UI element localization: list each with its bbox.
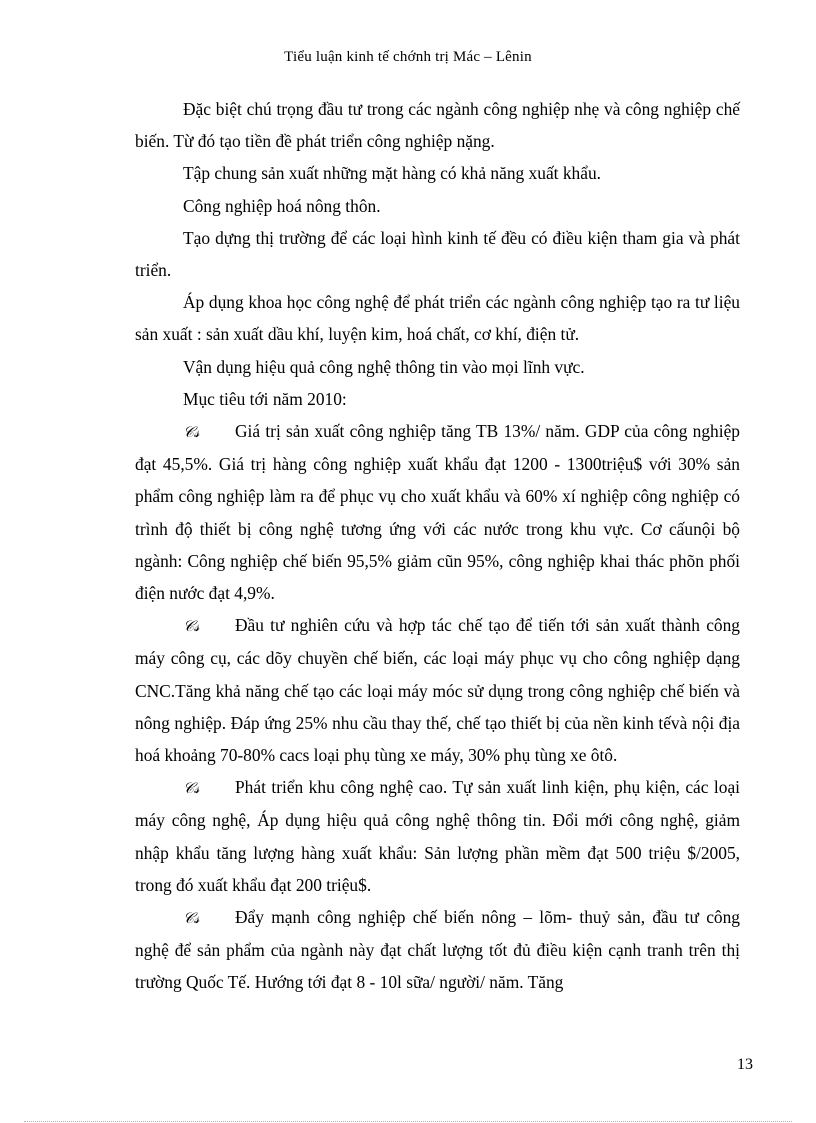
paragraph: Tạo dựng thị trường để các loại hình kinh tế đều có điều kiện tham gia và phát triển. <box>135 227 740 281</box>
bullet-text: Đẩy mạnh công nghiệp chế biến nông – lõm- thuỷ sản, đầu tư công nghệ để sản phẩm của ngành này đạt chất lượng tốt đủ điều kiện cạnh tranh trên thị trường Quốc Tế. Hướng tới đạt 8 - 10l sữa/ người/ năm. Tăng <box>135 907 740 993</box>
hand-pointer-icon: 𝒞𝓈 <box>183 779 200 798</box>
hand-pointer-icon: 𝒞𝓈 <box>183 909 200 928</box>
page-header: Tiểu luận kinh tế chớnh trị Mác – Lênin <box>284 49 532 65</box>
bullet-item <box>135 901 740 999</box>
page-bottom-divider <box>24 1121 792 1122</box>
bullet-item <box>135 771 740 901</box>
paragraph: Vận dụng hiệu quả công nghệ thông tin vào mọi lĩnh vực. <box>183 356 585 377</box>
hand-pointer-icon: 𝒞𝓈 <box>183 617 200 636</box>
hand-pointer-icon: 𝒞𝓈 <box>183 423 200 442</box>
paragraph: Đặc biệt chú trọng đầu tư trong các ngành công nghiệp nhẹ và công nghiệp chế biến. Từ đó tạo tiền đề phát triển công nghiệp nặng. <box>135 99 740 152</box>
bullet-text: Đầu tư nghiên cứu và hợp tác chế tạo để tiến tới sản xuất thành công máy công cụ, các dõy chuyền chế biến, các loại máy phục vụ cho công nghiệp dạng CNC.Tăng khả năng chế tạo các loại máy móc sử dụng trong công nghiệp chế biến và nông nghiệp. Đáp ứng 25% nhu cầu thay thế, chế tạo thiết bị của nền kinh tếvà nội địa hoá khoảng 70-80% cacs loại phụ tùng xe máy, 30% phụ tùng xe ôtô. <box>135 615 740 766</box>
page-number: 13 <box>737 1056 753 1073</box>
paragraph: Mục tiêu tới năm 2010: <box>183 388 347 409</box>
paragraph: Tập chung sản xuất những mặt hàng có khả năng xuất khẩu. <box>183 163 601 184</box>
bullet-item <box>135 609 740 771</box>
bullet-text: Phát triển khu công nghệ cao. Tự sản xuất linh kiện, phụ kiện, các loại máy công nghệ, Áp dụng hiệu quả công nghệ thông tin. Đổi mới công nghệ, giảm nhập khẩu tăng lượng hàng xuất khẩu: Sản lượng phần mềm đạt 500 triệu $/2005, trong đó xuất khẩu đạt 200 triệu$. <box>135 777 740 895</box>
paragraph: Công nghiệp hoá nông thôn. <box>183 195 381 216</box>
bullet-text: Giá trị sản xuất công nghiệp tăng TB 13%/ năm. GDP của công nghiệp đạt 45,5%. Giá trị hàng công nghiệp xuất khẩu đạt 1200 - 1300triệu$ với 30% sản phẩm công nghiệp làm ra để phục vụ cho xuất khẩu và 60% xí nghiệp công nghiệp có trình độ thiết bị công nghệ tương ứng với các nước trong khu vực. Cơ cấunội bộ ngành: Công nghiệp chế biến 95,5% giảm cũn 95%, công nghiệp khai thác phõn phối điện nước đạt 4,9%. <box>135 421 740 604</box>
paragraph: Áp dụng khoa học công nghệ để phát triển các ngành công nghiệp tạo ra tư liệu sản xuất : sản xuất dầu khí, luyện kim, hoá chất, cơ khí, điện tử. <box>135 292 740 345</box>
bullet-item <box>135 415 740 609</box>
document-body <box>135 93 740 999</box>
